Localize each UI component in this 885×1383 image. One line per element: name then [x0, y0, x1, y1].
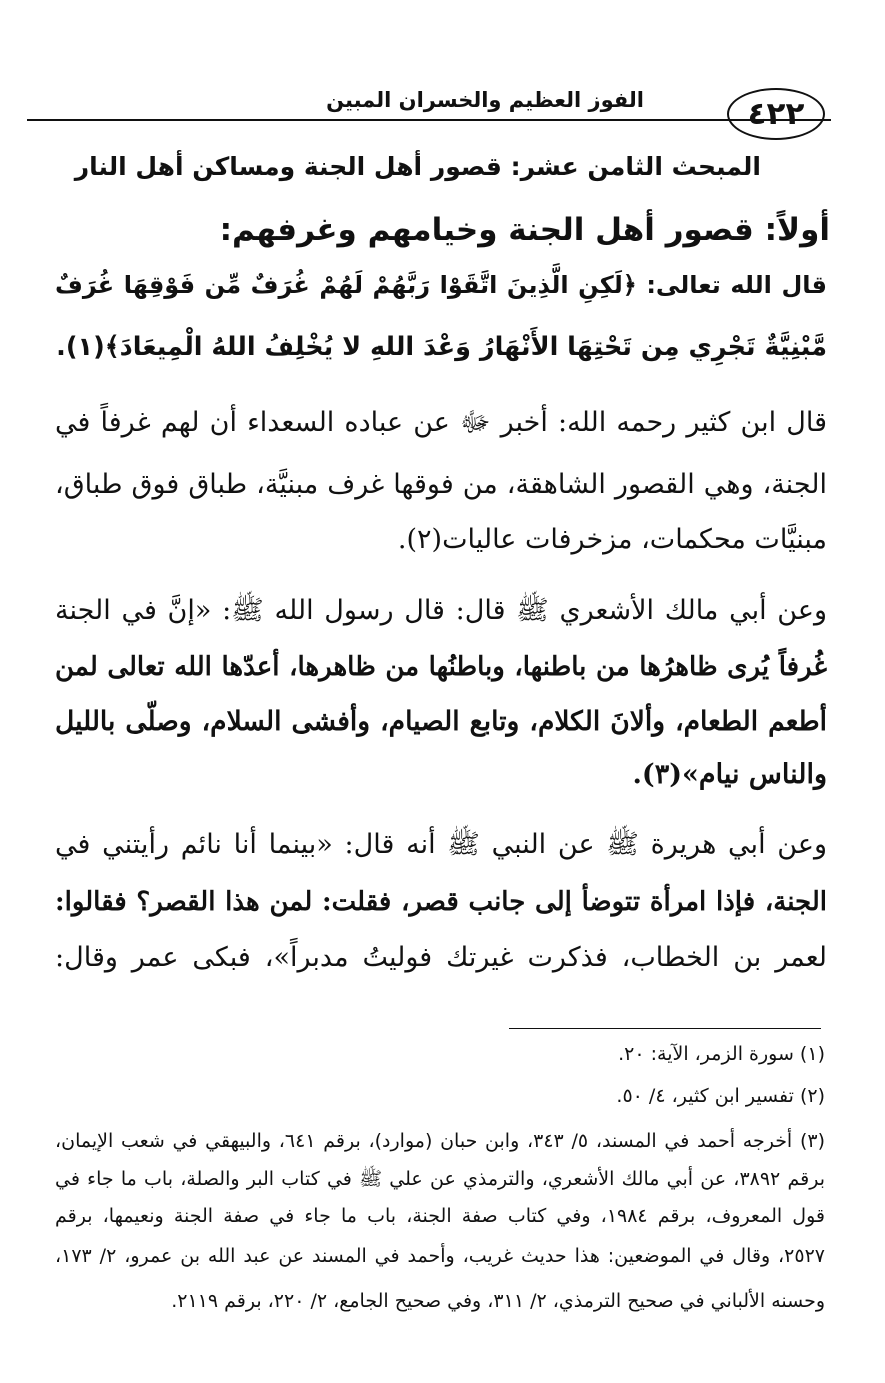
body-line: الجنة، وهي القصور الشاهقة، من فوقها غرف مبنيَّة، طباق فوق طباق، — [55, 469, 827, 500]
body-line: وعن أبي هريرة ﷺ عن النبي ﷺ أنه قال: «بينما أنا نائم رأيتني في — [55, 829, 827, 860]
body-line: الجنة، فإذا امرأة تتوضأ إلى جانب قصر، فقلت: لمن هذا القصر؟ فقالوا: — [55, 887, 827, 917]
body-line: مبنيَّات محكمات، مزخرفات عاليات(٢). — [397, 524, 827, 555]
body-line: والناس نيام»(٣). — [632, 759, 827, 790]
footnote: (٢) تفسير ابن كثير، ٤/ ٥٠. — [616, 1085, 825, 1107]
section-heading: المبحث الثامن عشر: قصور أهل الجنة ومساكن أهل النار — [74, 152, 761, 181]
page-number: ٤٢٢ — [727, 88, 825, 140]
footnote-continuation: ٢٥٢٧، وقال في الموضعين: هذا حديث غريب، وأحمد في المسند عن عبد الله بن عمرو، ٢/ ١٧٣، — [55, 1245, 825, 1267]
body-line: قال الله تعالى: ﴿لَكِنِ الَّذِينَ اتَّقَوْا رَبَّهُمْ لَهُمْ غُرَفٌ مِّن فَوْقِهَا غُرَفٌ — [55, 271, 827, 299]
body-line: غُرفاً يُرى ظاهرُها من باطنها، وباطنُها من ظاهرها، أعدّها الله تعالى لمن — [55, 652, 827, 682]
footnote-continuation: وحسنه الألباني في صحيح الترمذي، ٢/ ٣١١، وفي صحيح الجامع، ٢/ ٢٢٠، برقم ٢١١٩. — [171, 1290, 825, 1312]
body-line: مَّبْنِيَّةٌ تَجْرِي مِن تَحْتِهَا الأَنْهَارُ وَعْدَ اللهِ لا يُخْلِفُ اللهُ الْمِيعَادَ﴾(١). — [56, 332, 827, 362]
header-divider — [27, 119, 831, 121]
body-line: لعمر بن الخطاب، فذكرت غيرتك فوليتُ مدبراً»، فبكى عمر وقال: — [55, 942, 827, 973]
footnote: (٣) أخرجه أحمد في المسند، ٥/ ٣٤٣، وابن حبان (موارد)، برقم ٦٤١، والبيهقي في شعب الإيمان، — [55, 1130, 825, 1152]
footnote-continuation: برقم ٣٨٩٢، عن أبي مالك الأشعري، والترمذي عن علي ﷺ في كتاب البر والصلة، باب ما جاء في — [55, 1168, 825, 1190]
footnote-divider — [509, 1028, 821, 1029]
body-line: قال ابن كثير رحمه الله: أخبر ﷻ عن عباده السعداء أن لهم غرفاً في — [55, 407, 827, 438]
body-line: أطعم الطعام، وألانَ الكلام، وتابع الصيام، وأفشى السلام، وصلّى بالليل — [55, 706, 827, 737]
body-line: وعن أبي مالك الأشعري ﷺ قال: قال رسول الله ﷺ: «إنَّ في الجنة — [55, 595, 827, 626]
footnote-continuation: قول المعروف، برقم ١٩٨٤، وفي كتاب صفة الجنة، باب ما جاء في صفة الجنة ونعيمها، برقم — [55, 1205, 825, 1227]
footnote: (١) سورة الزمر، الآية: ٢٠. — [618, 1043, 825, 1065]
subsection-heading: أولاً: قصور أهل الجنة وخيامهم وغرفهم: — [219, 212, 830, 248]
running-title: الفوز العظيم والخسران المبين — [326, 88, 644, 112]
